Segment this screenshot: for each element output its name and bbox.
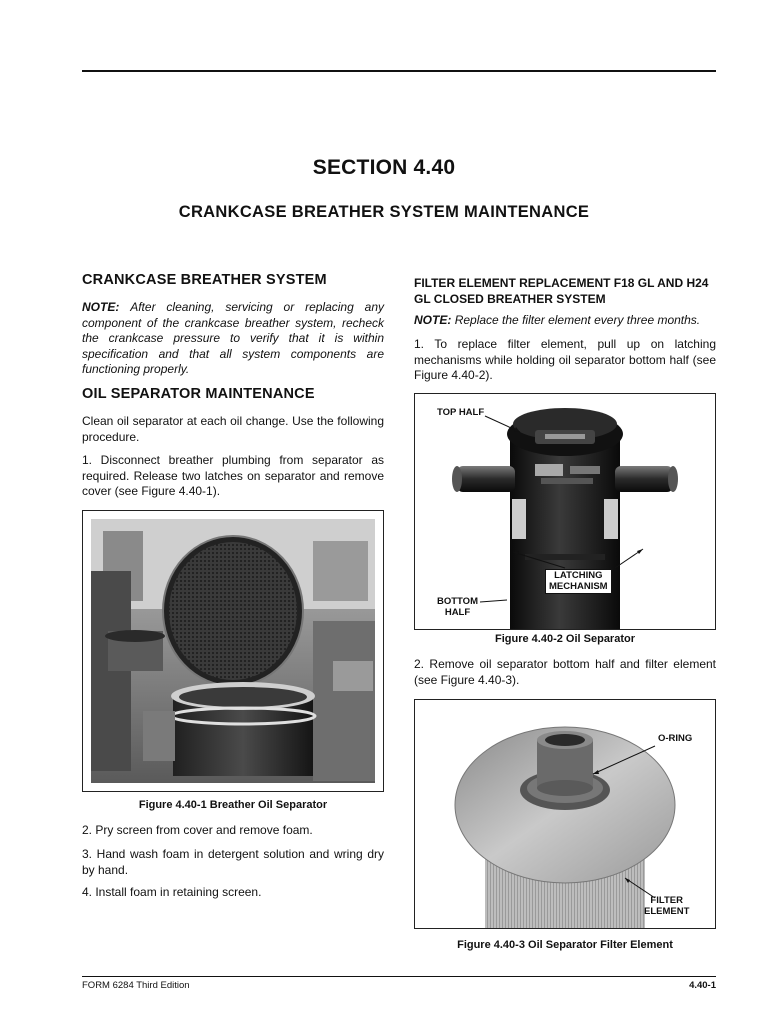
heading-filter-element-replacement: FILTER ELEMENT REPLACEMENT F18 GL AND H24 GL CLOSED BREATHER SYSTEM bbox=[414, 276, 709, 306]
note-after-cleaning bbox=[82, 300, 384, 378]
callout-bottom-half bbox=[437, 597, 478, 618]
note-label: NOTE: bbox=[82, 300, 120, 314]
heading-oil-separator-maintenance: OIL SEPARATOR MAINTENANCE bbox=[82, 386, 315, 402]
footer-rule bbox=[82, 976, 716, 977]
figure-1-caption: Figure 4.40-1 Breather Oil Separator bbox=[138, 799, 328, 811]
callout-latching-mechanism bbox=[545, 569, 612, 594]
callout-bottom-line1: BOTTOM bbox=[437, 596, 478, 607]
callout-o-ring: O-RING bbox=[658, 733, 693, 744]
note-replace-filter bbox=[414, 313, 716, 329]
intro-paragraph: Clean oil separator at each oil change. Use the following procedure. bbox=[82, 414, 384, 444]
figure-oil-separator bbox=[414, 393, 716, 630]
callout-top-half: TOP HALF bbox=[437, 407, 485, 418]
step-2-paragraph: 2. Pry screen from cover and remove foam. bbox=[82, 823, 313, 837]
callout-filter-line1: FILTER bbox=[650, 895, 683, 906]
page-title: CRANKCASE BREATHER SYSTEM MAINTENANCE bbox=[178, 203, 590, 221]
callout-filter-line2: ELEMENT bbox=[644, 905, 690, 917]
figure-2-caption: Figure 4.40-2 Oil Separator bbox=[495, 633, 635, 645]
footer-page-number: 4.40-1 bbox=[689, 980, 716, 991]
callout-latching-line2: MECHANISM bbox=[549, 580, 608, 592]
breather-oil-separator-photo bbox=[83, 511, 383, 791]
note-text: After cleaning, servicing or replacing any component of the crankcase breather system, recheck the crankcase pressure to verify that it is within specification and that all system components are functioning properly. bbox=[82, 300, 384, 376]
note-label: NOTE: bbox=[414, 313, 452, 327]
callout-latching-line1: LATCHING bbox=[554, 570, 603, 581]
callout-filter-element bbox=[644, 896, 689, 917]
callout-bottom-line2: HALF bbox=[444, 606, 471, 618]
section-number: SECTION 4.40 bbox=[312, 156, 456, 179]
note-text: Replace the filter element every three months. bbox=[454, 313, 701, 327]
right-step-1-paragraph: 1. To replace filter element, pull up on latching mechanisms while holding oil separator bottom half (see Figure 4.40-2). bbox=[414, 337, 716, 382]
footer-form-number: FORM 6284 Third Edition bbox=[82, 980, 190, 991]
figure-3-caption: Figure 4.40-3 Oil Separator Filter Element bbox=[457, 939, 673, 951]
header-rule bbox=[82, 70, 716, 72]
figure-oil-separator-filter-element bbox=[414, 699, 716, 929]
heading-crankcase-breather-system: CRANKCASE BREATHER SYSTEM bbox=[82, 272, 327, 288]
step-4-paragraph: 4. Install foam in retaining screen. bbox=[82, 885, 262, 899]
figure-breather-oil-separator bbox=[82, 510, 384, 792]
step-1-paragraph: 1. Disconnect breather plumbing from separator as required. Release two latches on separator and remove cover (see Figure 4.40-1). bbox=[82, 453, 384, 498]
step-3-paragraph: 3. Hand wash foam in detergent solution and wring dry by hand. bbox=[82, 847, 384, 877]
right-step-2-paragraph: 2. Remove oil separator bottom half and filter element (see Figure 4.40-3). bbox=[414, 657, 716, 687]
